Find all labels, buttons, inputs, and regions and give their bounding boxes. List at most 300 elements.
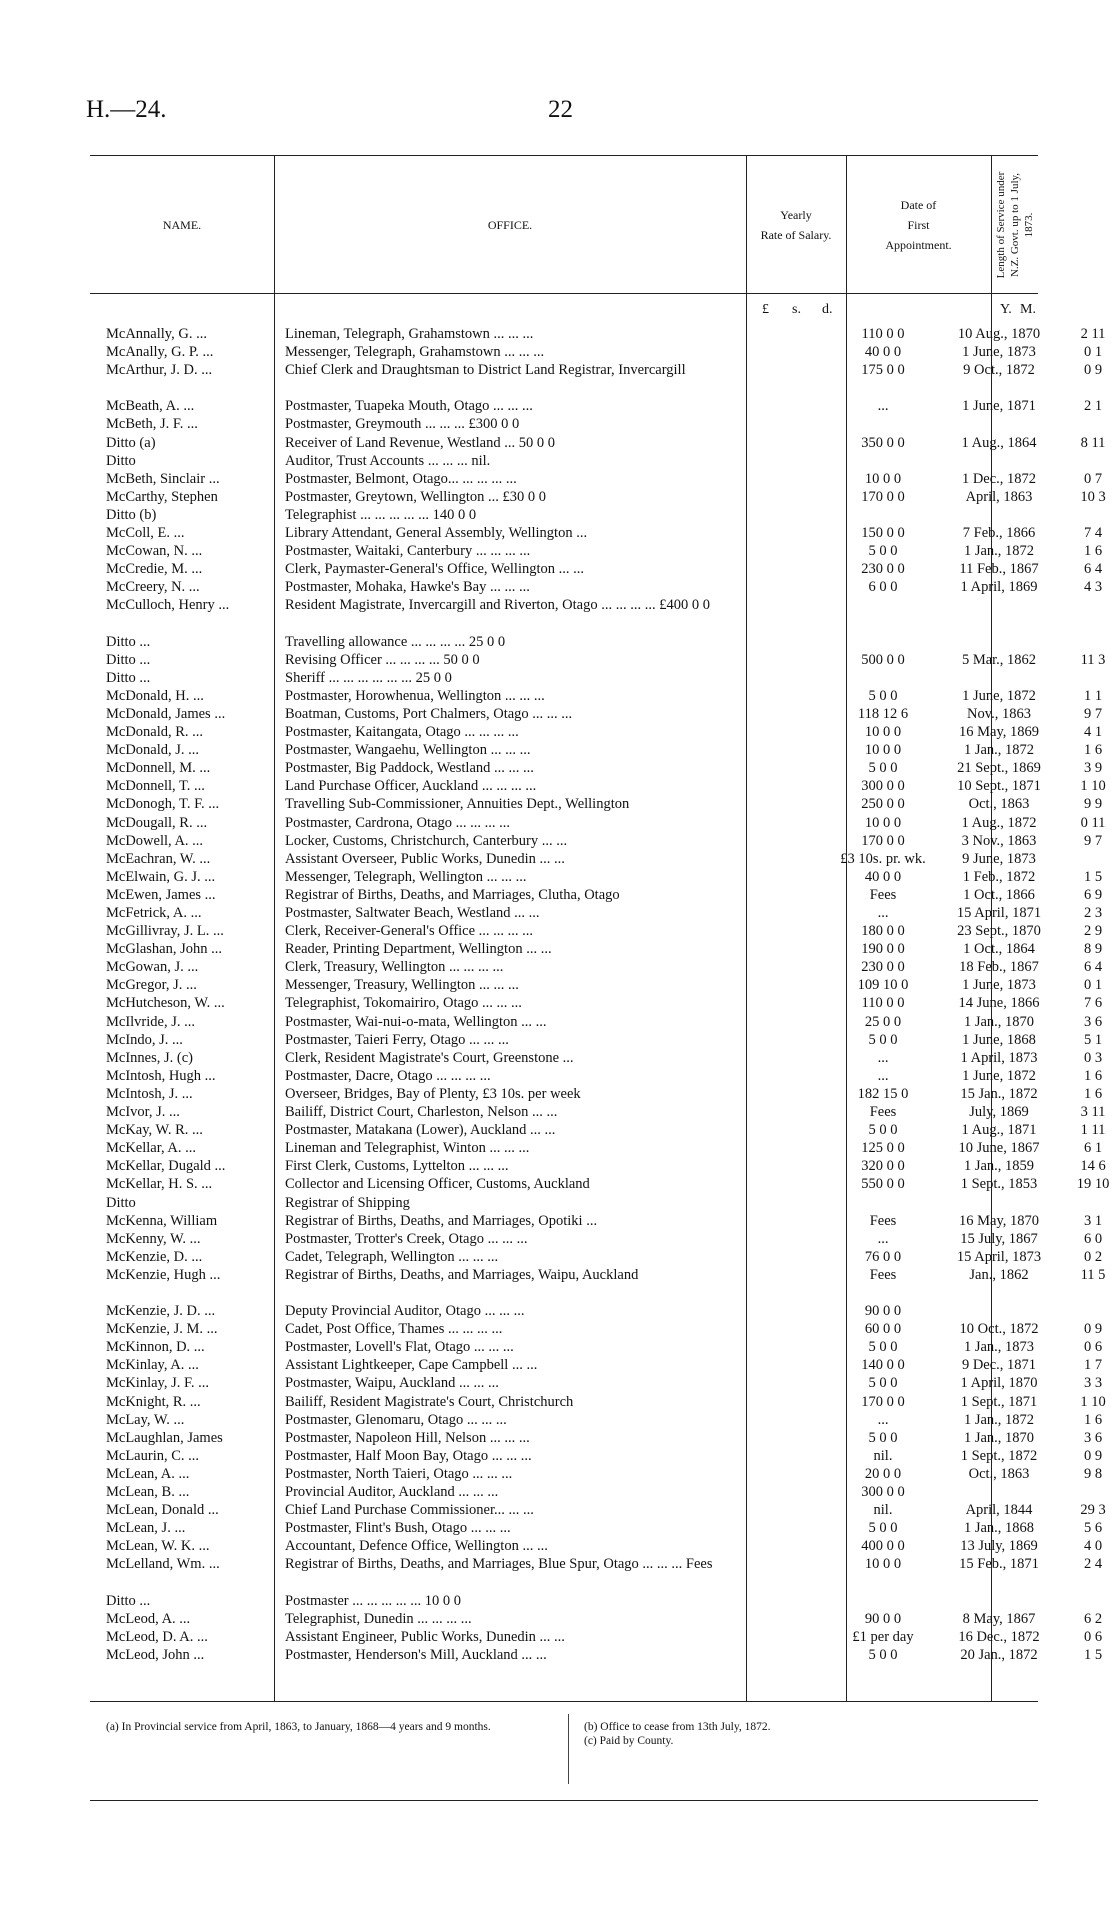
row-name: McElwain, G. J. ...: [106, 868, 216, 885]
row-salary: 10 0 0: [864, 742, 902, 759]
row-length: 0 9: [1083, 362, 1103, 379]
row-length: 1 6: [1083, 1085, 1103, 1102]
table-row: [90, 1537, 1103, 1555]
row-salary: ...: [877, 398, 889, 415]
row-name: McDonald, J. ...: [106, 742, 200, 759]
row-length: 1 10: [1080, 778, 1106, 795]
row-office: Registrar of Shipping: [285, 1194, 410, 1211]
row-office: Bailiff, Resident Magistrate's Court, Christchurch: [285, 1393, 574, 1410]
table-row: [90, 1067, 1103, 1085]
row-date: 20 Jan., 1872: [960, 1646, 1038, 1663]
row-salary: 40 0 0: [864, 344, 902, 361]
table-row: [90, 578, 1103, 596]
row-date: 15 April, 1873: [956, 1248, 1042, 1265]
table-row: [90, 1628, 1103, 1646]
row-salary: Fees: [869, 1266, 897, 1283]
table-row: [90, 651, 1106, 669]
row-date: 1 April, 1869: [960, 579, 1038, 596]
row-name: McBeth, Sinclair ...: [106, 470, 220, 487]
row-date: July, 1869: [969, 1104, 1029, 1121]
row-salary: 350 0 0: [861, 434, 905, 451]
table-row: [90, 1194, 1038, 1212]
row-date: 1 June, 1868: [962, 1031, 1036, 1048]
row-office: Sheriff ... ... ... ... ... ... 25 0 0: [285, 669, 452, 686]
row-date: 16 Dec., 1872: [958, 1628, 1040, 1645]
table-row: [90, 1103, 1106, 1121]
row-date: 7 Feb., 1866: [962, 525, 1036, 542]
row-office: Postmaster, Waipu, Auckland ... ... ...: [285, 1375, 499, 1392]
row-salary: 20 0 0: [864, 1465, 902, 1482]
row-length: 1 5: [1083, 1646, 1103, 1663]
header-rule: [90, 293, 1038, 294]
row-length: 3 6: [1083, 1429, 1103, 1446]
row-salary: 5 0 0: [868, 1429, 898, 1446]
row-office: Land Purchase Officer, Auckland ... ... ... ...: [285, 778, 537, 795]
row-office: Telegraphist, Tokomairiro, Otago ... ... ...: [285, 995, 522, 1012]
row-office: Postmaster, Trotter's Creek, Otago ... ... ...: [285, 1230, 528, 1247]
row-office: Registrar of Births, Deaths, and Marriages, Waipu, Auckland: [285, 1266, 639, 1283]
row-name: McKellar, Dugald ...: [106, 1158, 226, 1175]
table-row: [90, 904, 1103, 922]
row-name: McKenny, W. ...: [106, 1230, 201, 1247]
row-office: Postmaster, Tuapeka Mouth, Otago ... ... ...: [285, 398, 533, 415]
row-office: Postmaster, Dacre, Otago ... ... ... ...: [285, 1067, 491, 1084]
row-name: McLaurin, C. ...: [106, 1447, 200, 1464]
row-salary: 118 12 6: [857, 705, 909, 722]
row-name: McHutcheson, W. ...: [106, 995, 225, 1012]
row-date: 15 Jan., 1872: [960, 1085, 1038, 1102]
row-date: Nov., 1863: [967, 705, 1031, 722]
row-salary: Fees: [869, 1104, 897, 1121]
table-row: [90, 759, 1103, 777]
row-name: McKenzie, J. M. ...: [106, 1321, 218, 1338]
table-row: [90, 1610, 1103, 1628]
row-office: Resident Magistrate, Invercargill and Riverton, Otago ... ... ... ... £400 0 0: [285, 597, 710, 614]
row-length: 0 1: [1083, 977, 1103, 994]
row-date: 1 Dec., 1872: [961, 470, 1037, 487]
row-office: Postmaster, Napoleon Hill, Nelson ... ... ...: [285, 1429, 530, 1446]
row-length: 1 6: [1083, 1067, 1103, 1084]
table-row: [90, 741, 1103, 759]
row-date: 1 Jan., 1870: [963, 1013, 1035, 1030]
row-office: Clerk, Receiver-General's Office ... ... ... ...: [285, 923, 534, 940]
row-length: 0 6: [1083, 1339, 1103, 1356]
row-length: 4 1: [1083, 724, 1103, 741]
row-length: 6 9: [1083, 886, 1103, 903]
row-name: McIvor, J. ...: [106, 1104, 180, 1121]
row-office: Postmaster, Greymouth ... ... ... £300 0 0: [285, 416, 520, 433]
row-salary: 300 0 0: [861, 778, 905, 795]
row-office: Assistant Overseer, Public Works, Dunedin ... ...: [285, 850, 565, 867]
row-name: McKenzie, J. D. ...: [106, 1303, 216, 1320]
row-name: McDonald, H. ...: [106, 687, 204, 704]
row-office: Overseer, Bridges, Bay of Plenty, £3 10s. per week: [285, 1085, 581, 1102]
unit-pounds: £: [762, 302, 769, 317]
row-length: 6 0: [1083, 1230, 1103, 1247]
row-office: Postmaster, Greytown, Wellington ... £30 0 0: [285, 488, 546, 505]
row-name: McDonnell, T. ...: [106, 778, 205, 795]
row-office: Auditor, Trust Accounts ... ... ... nil.: [285, 452, 491, 469]
row-office: Clerk, Paymaster-General's Office, Wellington ... ...: [285, 561, 584, 578]
row-date: 15 July, 1867: [960, 1230, 1038, 1247]
row-salary: Fees: [869, 886, 897, 903]
row-name: Ditto (b): [106, 506, 157, 523]
row-salary: 5 0 0: [868, 1339, 898, 1356]
row-office: Postmaster, Kaitangata, Otago ... ... ... ...: [285, 724, 519, 741]
row-office: First Clerk, Customs, Lyttelton ... ... ...: [285, 1158, 509, 1175]
row-salary: 182 15 0: [857, 1085, 909, 1102]
row-length: 11 5: [1080, 1266, 1106, 1283]
row-salary: 5 0 0: [868, 687, 898, 704]
table-row: [90, 452, 1038, 470]
row-office: Messenger, Treasury, Wellington ... ... ...: [285, 977, 519, 994]
row-salary: 10 0 0: [864, 724, 902, 741]
row-date: 16 May, 1869: [958, 724, 1039, 741]
row-salary: ...: [877, 1049, 889, 1066]
row-salary: 170 0 0: [861, 1393, 905, 1410]
row-salary: 10 0 0: [864, 814, 902, 831]
row-office: Postmaster, Waitaki, Canterbury ... ... ... ...: [285, 543, 531, 560]
table-row: [90, 1356, 1103, 1374]
table-row: [90, 1248, 1103, 1266]
table-row: [90, 1646, 1103, 1664]
row-name: McInnes, J. (c): [106, 1049, 193, 1066]
table-row: [90, 1555, 1103, 1591]
row-date: Oct., 1863: [968, 1465, 1030, 1482]
row-name: McKinlay, A. ...: [106, 1357, 199, 1374]
table-row: [90, 705, 1103, 723]
row-length: 5 6: [1083, 1520, 1103, 1537]
table-row: [90, 1266, 1106, 1302]
row-name: Ditto: [106, 1194, 136, 1211]
row-salary: 5 0 0: [868, 1520, 898, 1537]
row-office: Telegraphist, Dunedin ... ... ... ...: [285, 1610, 472, 1627]
row-length: 0 7: [1083, 470, 1103, 487]
row-name: Ditto ...: [106, 651, 151, 668]
row-name: McKinnon, D. ...: [106, 1339, 205, 1356]
row-salary: £3 10s. pr. wk.: [840, 850, 926, 867]
row-date: 1 Jan., 1868: [963, 1520, 1035, 1537]
row-name: McFetrick, A. ...: [106, 905, 202, 921]
row-date: 10 Sept., 1871: [957, 778, 1041, 795]
table-row: [90, 669, 1038, 687]
row-length: 7 4: [1083, 525, 1103, 542]
table-row: [90, 470, 1103, 488]
row-name: McLeod, A. ...: [106, 1610, 191, 1627]
row-name: McCreery, N. ...: [106, 579, 200, 596]
row-name: McBeath, A. ...: [106, 398, 195, 415]
row-office: Registrar of Births, Deaths, and Marriages, Blue Spur, Otago ... ... ... Fees: [285, 1556, 713, 1573]
row-office: Clerk, Treasury, Wellington ... ... ... ...: [285, 959, 504, 976]
row-name: McDougall, R. ...: [106, 814, 208, 831]
table-row: [90, 832, 1103, 850]
row-date: 1 Jan., 1872: [963, 742, 1035, 759]
row-salary: 90 0 0: [864, 1303, 902, 1320]
column-header-office: OFFICE.: [487, 217, 533, 232]
row-length: 0 9: [1083, 1447, 1103, 1464]
row-name: McLean, B. ...: [106, 1484, 190, 1500]
row-length: 3 3: [1083, 1375, 1103, 1392]
row-salary: 125 0 0: [861, 1140, 905, 1157]
row-name: McIlvride, J. ...: [106, 1013, 195, 1030]
table-row: [90, 958, 1103, 976]
row-length: 1 1: [1083, 687, 1103, 704]
row-length: 9 8: [1083, 1465, 1103, 1482]
row-date: 1 Sept., 1871: [960, 1393, 1038, 1410]
table-row: [90, 1139, 1103, 1157]
table-row: [90, 814, 1106, 832]
row-length: 8 9: [1083, 941, 1103, 958]
row-salary: Fees: [869, 1212, 897, 1229]
table-row: [90, 922, 1103, 940]
table-row: [90, 1519, 1103, 1537]
row-salary: 5 0 0: [868, 1122, 898, 1139]
column-header-length-text: Length of Service under N.Z. Govt. up to 1 July, 1873.: [995, 171, 1035, 279]
table-row: [90, 1031, 1103, 1049]
row-salary: 320 0 0: [861, 1158, 905, 1175]
row-name: Ditto ...: [106, 1592, 151, 1609]
row-office: Assistant Engineer, Public Works, Dunedin ... ...: [285, 1628, 565, 1645]
table-row: [90, 795, 1103, 813]
table-row: [90, 1429, 1103, 1447]
table-row: [90, 976, 1103, 994]
table-row: [90, 1175, 1110, 1193]
row-date: 11 Feb., 1867: [959, 561, 1039, 578]
table-row: [90, 1320, 1103, 1338]
table-row: [90, 940, 1103, 958]
row-name: McLean, A. ...: [106, 1465, 190, 1482]
row-office: Postmaster, Flint's Bush, Otago ... ... ...: [285, 1520, 511, 1537]
row-name: McKenzie, D. ...: [106, 1248, 203, 1265]
column-header-length: [992, 164, 1038, 286]
staff-table: [90, 155, 1110, 1702]
row-date: 3 Nov., 1863: [961, 832, 1037, 849]
table-row: [90, 886, 1103, 904]
table-row: [90, 1049, 1103, 1067]
row-office: Locker, Customs, Christchurch, Canterbury ... ...: [285, 832, 568, 849]
table-row: [90, 1013, 1103, 1031]
row-date: 1 Jan., 1859: [963, 1158, 1035, 1175]
row-name: McKellar, H. S. ...: [106, 1176, 213, 1193]
row-length: 0 11: [1080, 814, 1106, 831]
row-salary: 60 0 0: [864, 1321, 902, 1338]
table-row: [90, 1212, 1103, 1230]
table-row: [90, 415, 1038, 433]
row-name: McDonogh, T. F. ...: [106, 796, 220, 813]
row-length: 6 4: [1083, 959, 1103, 976]
row-length: 9 7: [1083, 705, 1103, 722]
row-salary: 5 0 0: [868, 1646, 898, 1663]
row-salary: ...: [877, 1230, 889, 1247]
row-date: April, 1844: [965, 1502, 1033, 1519]
row-length: 2 4: [1083, 1556, 1103, 1573]
row-salary: 175 0 0: [861, 362, 905, 379]
row-office: Provincial Auditor, Auckland ... ... ...: [285, 1484, 499, 1500]
table-row: [90, 1230, 1103, 1248]
row-length: 11 3: [1080, 651, 1106, 668]
row-office: Travelling allowance ... ... ... ... 25 0 0: [285, 633, 506, 650]
row-date: 1 Aug., 1871: [961, 1122, 1037, 1139]
row-salary: 180 0 0: [861, 923, 905, 940]
row-date: 1 Aug., 1864: [961, 434, 1037, 451]
row-office: Reader, Printing Department, Wellington ... ...: [285, 941, 552, 958]
unit-months: M.: [1020, 302, 1036, 317]
row-name: Ditto: [106, 452, 136, 469]
row-salary: 10 0 0: [864, 1556, 902, 1573]
row-office: Postmaster, Matakana (Lower), Auckland ... ...: [285, 1122, 556, 1139]
row-office: Telegraphist ... ... ... ... ... 140 0 0: [285, 506, 477, 523]
row-office: Accountant, Defence Office, Wellington ... ...: [285, 1538, 548, 1555]
row-date: 1 Oct., 1866: [963, 886, 1035, 903]
row-date: 16 May, 1870: [958, 1212, 1039, 1229]
table-row: [90, 542, 1103, 560]
row-salary: 250 0 0: [861, 796, 905, 813]
row-office: Postmaster, Cardrona, Otago ... ... ... ...: [285, 814, 510, 831]
row-length: 0 9: [1083, 1321, 1103, 1338]
row-name: McIndo, J. ...: [106, 1031, 183, 1048]
row-name: McIntosh, J. ...: [106, 1085, 193, 1102]
table-row: [90, 1085, 1103, 1103]
row-name: McCowan, N. ...: [106, 543, 203, 560]
row-length: 1 6: [1083, 742, 1103, 759]
table-row: [90, 1393, 1106, 1411]
table-row: [90, 723, 1103, 741]
row-date: 1 April, 1873: [960, 1049, 1038, 1066]
row-date: 9 Dec., 1871: [961, 1357, 1037, 1374]
row-office: Collector and Licensing Officer, Customs, Auckland: [285, 1176, 590, 1193]
row-salary: 150 0 0: [861, 525, 905, 542]
row-office: Postmaster, Saltwater Beach, Westland ... ...: [285, 905, 540, 921]
row-length: 6 4: [1083, 561, 1103, 578]
row-name: Ditto ...: [106, 669, 151, 686]
table-row: [90, 596, 1038, 632]
row-name: McEachran, W. ...: [106, 850, 211, 867]
column-header-date: Date of First Appointment.: [885, 197, 952, 252]
row-name: McLean, Donald ...: [106, 1502, 219, 1519]
row-salary: ...: [877, 905, 889, 921]
row-office: Registrar of Births, Deaths, and Marriages, Cluthа, Otago: [285, 886, 620, 903]
row-salary: 300 0 0: [861, 1484, 905, 1500]
row-salary: 500 0 0: [861, 651, 905, 668]
row-length: 1 7: [1083, 1357, 1103, 1374]
row-name: McDonnell, M. ...: [106, 760, 211, 777]
footnote-a: (a) In Provincial service from April, 1863, to January, 1868—4 years and 9 months.: [106, 1721, 491, 1733]
row-length: 2 9: [1083, 923, 1103, 940]
row-office: Assistant Lightkeeper, Cape Campbell ... ...: [285, 1357, 538, 1374]
row-date: 1 June, 1872: [962, 1067, 1036, 1084]
row-office: Receiver of Land Revenue, Westland ... 50 0 0: [285, 434, 555, 451]
row-office: Postmaster, Henderson's Mill, Auckland ... ...: [285, 1646, 547, 1663]
row-office: Messenger, Telegraph, Wellington ... ... ...: [285, 868, 527, 885]
row-name: McAnally, G. P. ...: [106, 344, 214, 361]
row-salary: £1 per day: [852, 1628, 914, 1645]
row-name: McCarthy, Stephen: [106, 488, 218, 505]
row-name: McGillivray, J. L. ...: [106, 923, 224, 940]
row-date: 1 Oct., 1864: [963, 941, 1035, 958]
row-length: 2 11: [1080, 326, 1106, 342]
row-date: Oct., 1863: [968, 796, 1030, 813]
row-length: 0 2: [1083, 1248, 1103, 1265]
row-salary: ...: [877, 1411, 889, 1428]
row-salary: 10 0 0: [864, 470, 902, 487]
row-name: McDonald, R. ...: [106, 724, 204, 741]
row-length: 5 1: [1083, 1031, 1103, 1048]
row-office: Postmaster, North Taieri, Otago ... ... ...: [285, 1465, 513, 1482]
unit-shillings: s.: [792, 302, 801, 317]
row-date: 1 June, 1872: [962, 687, 1036, 704]
row-office: Postmaster, Taieri Ferry, Otago ... ... ...: [285, 1031, 509, 1048]
row-salary: 5 0 0: [868, 543, 898, 560]
row-salary: nil.: [873, 1447, 893, 1464]
row-date: 18 Feb., 1867: [959, 959, 1039, 976]
row-name: McBeth, J. F. ...: [106, 416, 198, 433]
row-length: 1 11: [1080, 1122, 1106, 1139]
page-code: H.—24.: [86, 96, 167, 123]
row-name: McCulloch, Henry ...: [106, 597, 230, 614]
row-name: McKinlay, J. F. ...: [106, 1375, 210, 1392]
row-date: 1 Feb., 1872: [962, 868, 1036, 885]
table-row: [90, 777, 1106, 795]
table-row: [90, 1374, 1103, 1392]
table-row: [90, 361, 1103, 397]
table-row: [90, 325, 1106, 343]
row-salary: 5 0 0: [868, 760, 898, 777]
row-salary: ...: [877, 1067, 889, 1084]
row-office: Cadet, Telegraph, Wellington ... ... ...: [285, 1248, 499, 1265]
row-name: McLeod, John ...: [106, 1646, 205, 1663]
row-date: 9 June, 1873: [962, 850, 1036, 867]
row-length: 1 6: [1083, 1411, 1103, 1428]
row-office: Revising Officer ... ... ... ... 50 0 0: [285, 651, 480, 668]
row-date: 10 Aug., 1870: [957, 326, 1041, 342]
row-name: Ditto ...: [106, 633, 151, 650]
row-office: Postmaster, Glenomaru, Otago ... ... ...: [285, 1411, 507, 1428]
row-length: 3 6: [1083, 1013, 1103, 1030]
row-name: McGowan, J. ...: [106, 959, 199, 976]
row-date: 23 Sept., 1870: [957, 923, 1041, 940]
row-length: 7 6: [1083, 995, 1103, 1012]
row-name: McAnnally, G. ...: [106, 326, 207, 342]
row-office: Travelling Sub-Commissioner, Annuities Dept., Wellington: [285, 796, 630, 813]
row-date: 8 May, 1867: [962, 1610, 1036, 1627]
row-name: McKnight, R. ...: [106, 1393, 201, 1410]
table-row: [90, 1483, 1038, 1501]
row-length: 4 0: [1083, 1538, 1103, 1555]
row-date: 14 June, 1866: [958, 995, 1040, 1012]
row-date: 1 Aug., 1872: [961, 814, 1037, 831]
row-length: 0 6: [1083, 1628, 1103, 1645]
table-row: [90, 1465, 1103, 1483]
row-date: 13 July, 1869: [960, 1538, 1038, 1555]
row-length: 1 6: [1083, 543, 1103, 560]
row-salary: 400 0 0: [861, 1538, 905, 1555]
row-name: McKenna, William: [106, 1212, 218, 1229]
unit-years: Y.: [1000, 302, 1012, 317]
row-date: 15 April, 1871: [956, 905, 1042, 921]
row-office: Postmaster ... ... ... ... ... 10 0 0: [285, 1592, 462, 1609]
row-office: Boatman, Customs, Port Chalmers, Otago ... ... ...: [285, 705, 573, 722]
row-length: 4 3: [1083, 579, 1103, 596]
row-salary: 110 0 0: [861, 995, 905, 1012]
row-name: McKenzie, Hugh ...: [106, 1266, 221, 1283]
row-length: 3 11: [1080, 1104, 1106, 1121]
row-date: 1 Sept., 1872: [960, 1447, 1038, 1464]
row-date: 21 Sept., 1869: [957, 760, 1041, 777]
row-office: Postmaster, Wangaehu, Wellington ... ... ...: [285, 742, 531, 759]
row-date: 1 Jan., 1873: [963, 1339, 1035, 1356]
row-office: Postmaster, Mohaka, Hawke's Bay ... ... ...: [285, 579, 530, 596]
row-salary: 6 0 0: [868, 579, 898, 596]
